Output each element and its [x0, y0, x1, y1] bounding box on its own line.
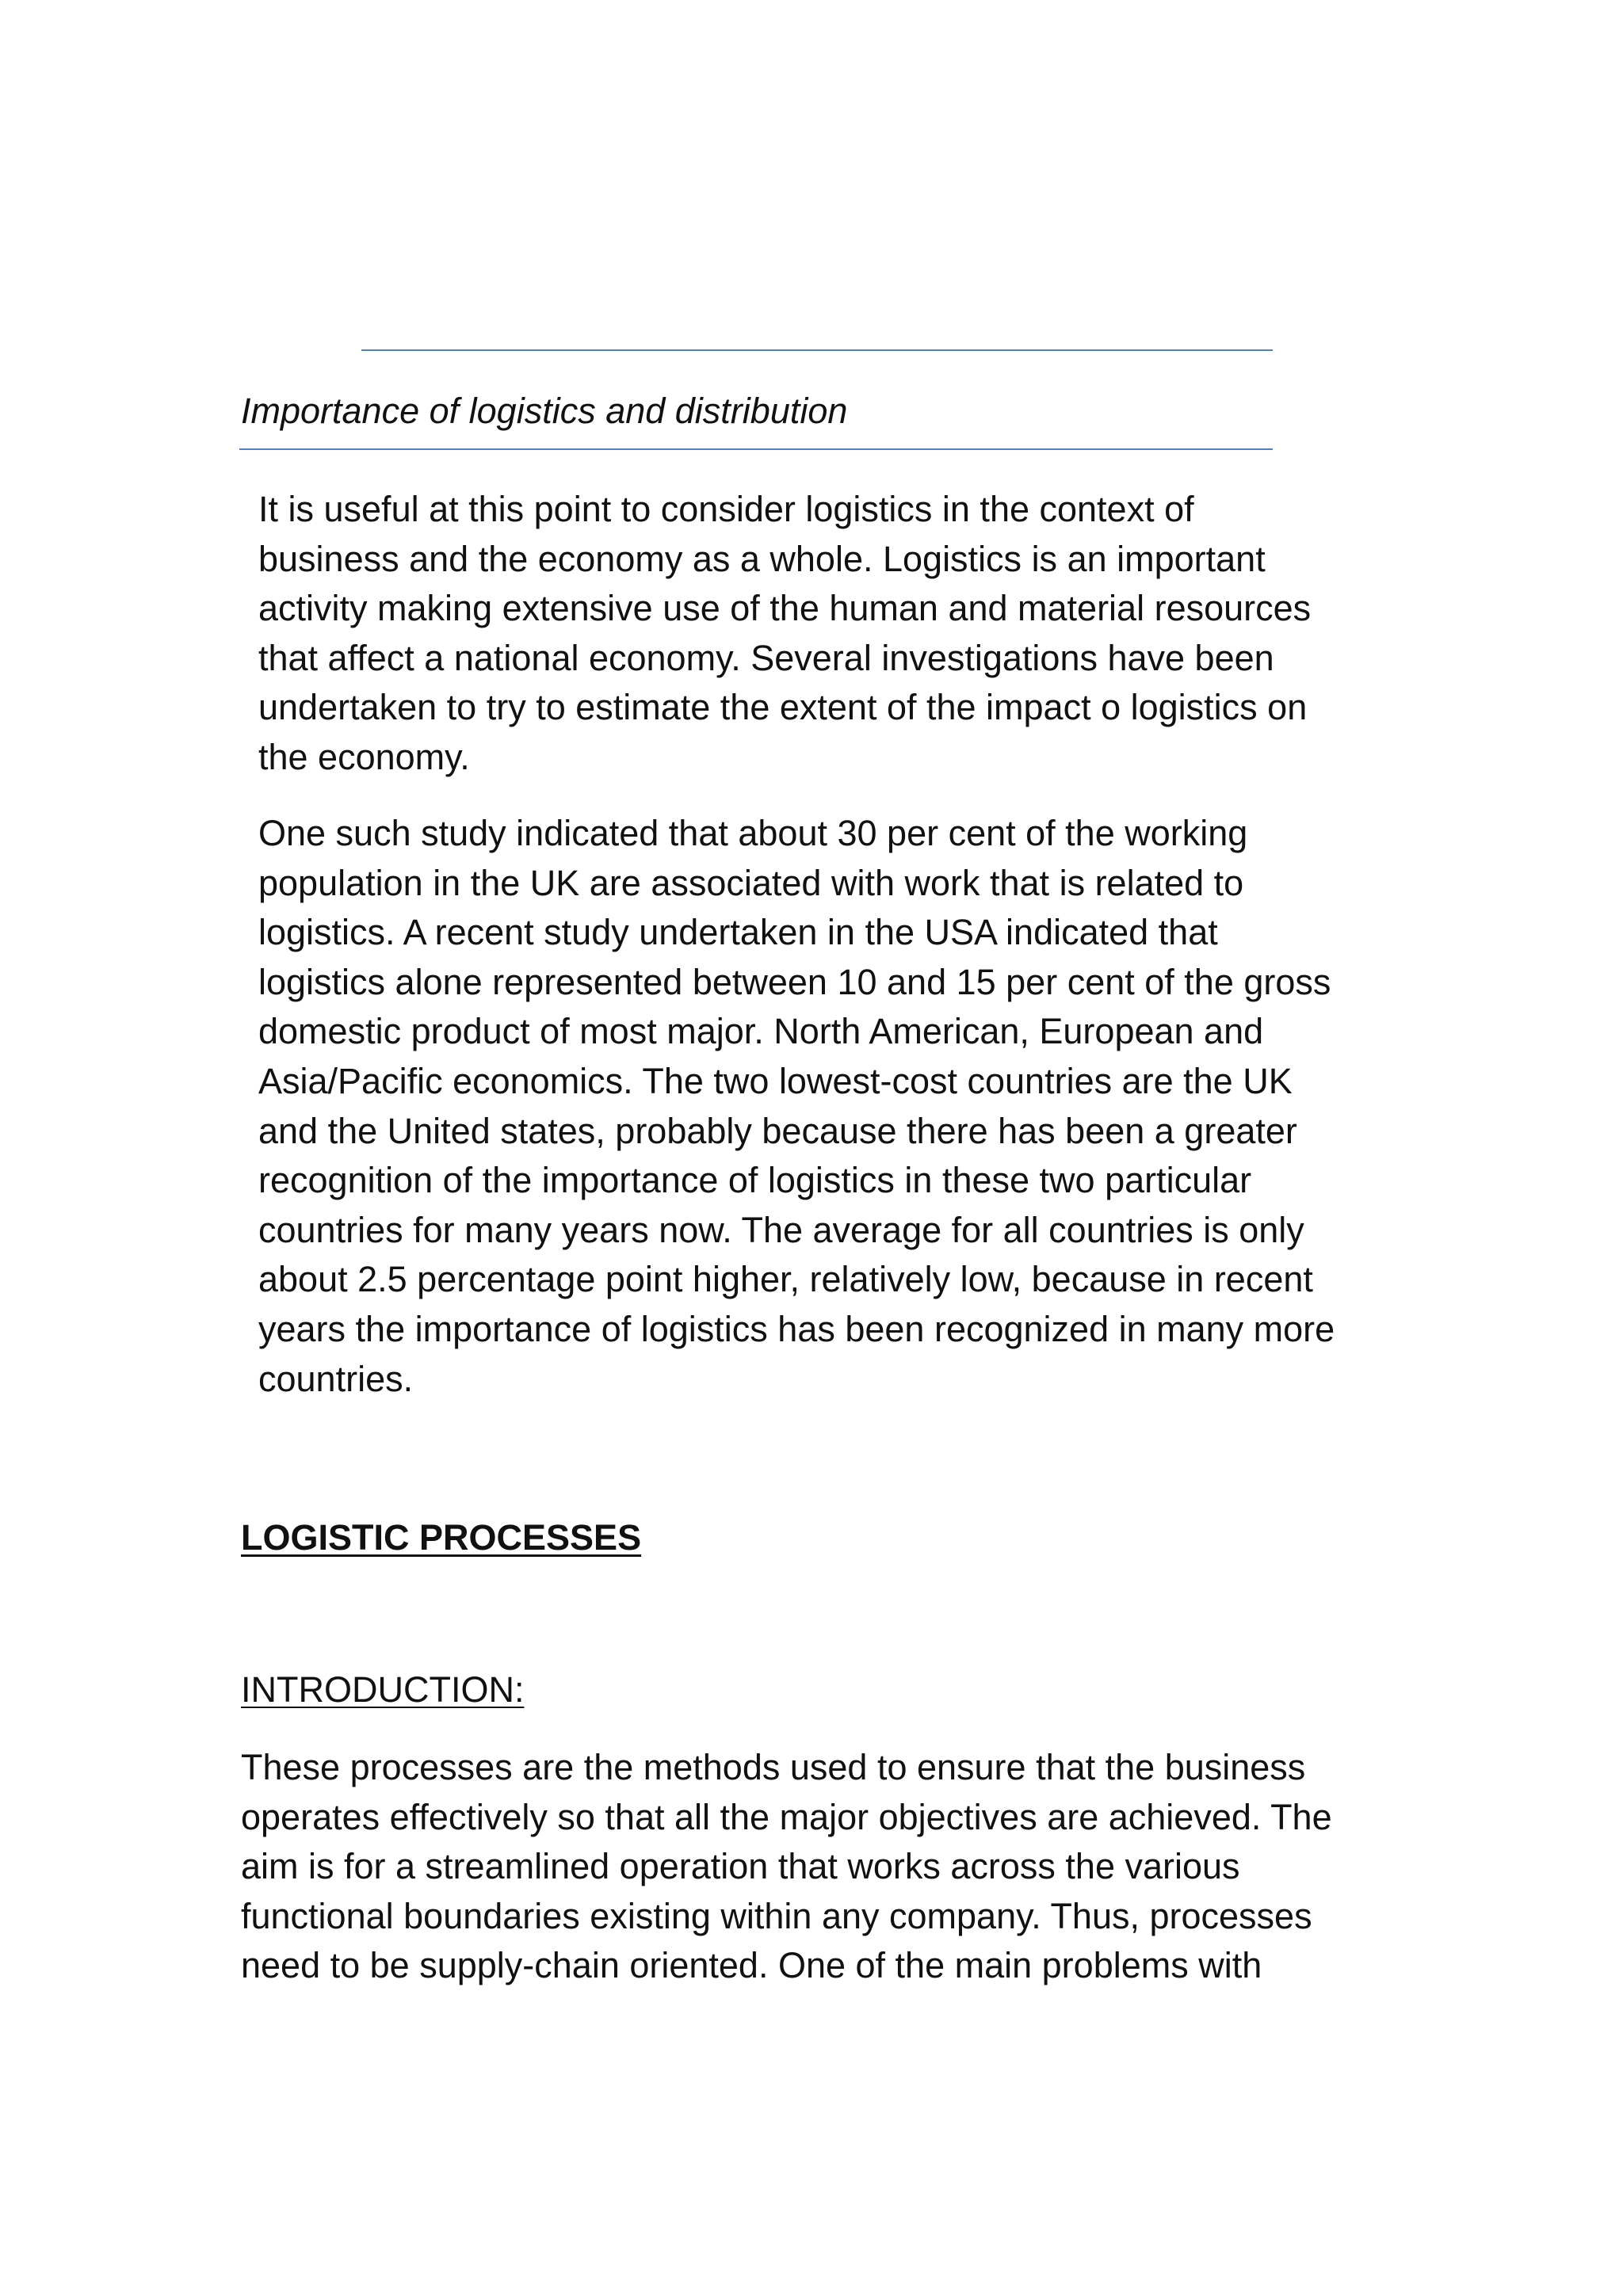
section-heading: LOGISTIC PROCESSES	[241, 1517, 642, 1558]
paragraph-line: recognition of the importance of logistics in these two particular	[258, 1160, 1252, 1201]
paragraph-introduction	[241, 1743, 1332, 1991]
paragraph-line: domestic product of most major. North American, European and	[258, 1011, 1264, 1052]
section-subheading: INTRODUCTION:	[241, 1669, 525, 1710]
paragraph-line: These processes are the methods used to ensure that the business	[241, 1747, 1306, 1787]
paragraph-line: logistics alone represented between 10 and 15 per cent of the gross	[258, 961, 1331, 1002]
paragraph-line: population in the UK are associated with work that is related to	[258, 862, 1244, 903]
paragraph-logistics-context	[258, 485, 1311, 783]
section-subtitle: Importance of logistics and distribution	[241, 391, 848, 431]
paragraph-line: logistics. A recent study undertaken in the USA indicated that	[258, 912, 1218, 953]
paragraph-logistics-studies	[258, 809, 1335, 1404]
paragraph-line: that affect a national economy. Several investigations have been	[258, 637, 1274, 678]
paragraph-line: functional boundaries existing within any company. Thus, processes	[241, 1895, 1312, 1936]
paragraph-line: Asia/Pacific economics. The two lowest-cost countries are the UK	[258, 1060, 1293, 1101]
paragraph-line: operates effectively so that all the major objectives are achieved. The	[241, 1796, 1332, 1837]
subtitle-divider	[239, 448, 1273, 450]
paragraph-line: aim is for a streamlined operation that works across the various	[241, 1846, 1240, 1887]
paragraph-line: undertaken to try to estimate the extent of the impact o logistics on	[258, 687, 1308, 728]
paragraph-line: and the United states, probably because there has been a greater	[258, 1110, 1297, 1151]
paragraph-line: years the importance of logistics has been recognized in many more	[258, 1308, 1335, 1349]
top-divider	[361, 349, 1273, 351]
paragraph-line: need to be supply-chain oriented. One of the main problems with	[241, 1945, 1262, 1986]
paragraph-line: activity making extensive use of the human and material resources	[258, 588, 1312, 629]
paragraph-line: One such study indicated that about 30 per cent of the working	[258, 813, 1248, 853]
paragraph-line: countries.	[258, 1358, 414, 1399]
paragraph-line: about 2.5 percentage point higher, relatively low, because in recent	[258, 1259, 1313, 1300]
paragraph-line: countries for many years now. The average for all countries is only	[258, 1209, 1304, 1250]
paragraph-line: business and the economy as a whole. Logistics is an important	[258, 538, 1266, 579]
paragraph-line: the economy.	[258, 736, 470, 777]
paragraph-line: It is useful at this point to consider logistics in the context of	[258, 489, 1194, 529]
